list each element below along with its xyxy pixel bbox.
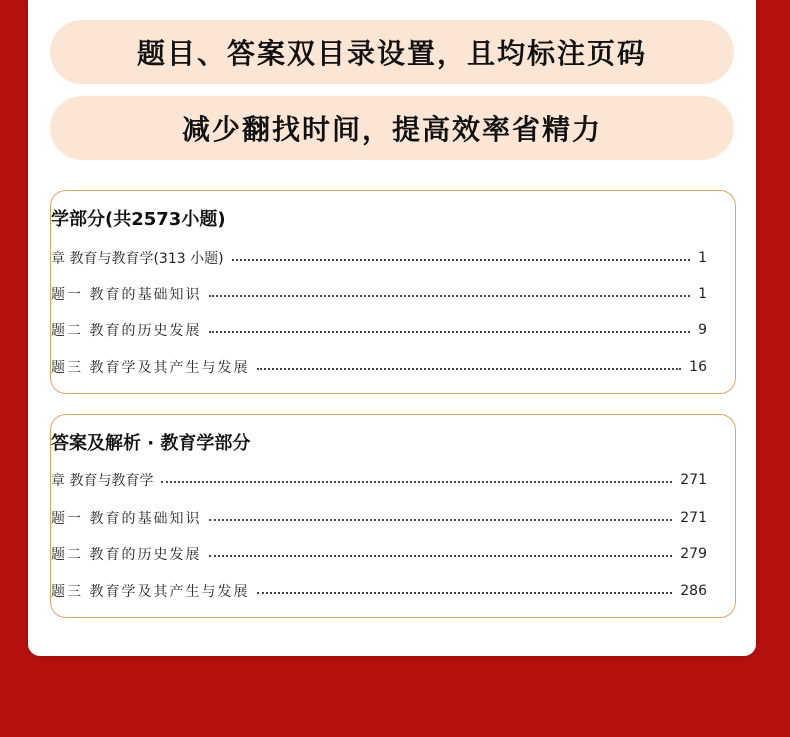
toc-row-label: 题二 教育的历史发展 bbox=[51, 323, 202, 339]
toc-answers-panel bbox=[50, 414, 736, 618]
feature-banner-2-text: 减少翻找时间，提高效率省精力 bbox=[181, 113, 602, 146]
leader-dots bbox=[209, 555, 672, 557]
leader-dots bbox=[209, 295, 690, 297]
toc-row-page: 271 bbox=[680, 472, 707, 488]
toc-row bbox=[51, 543, 707, 565]
toc-row bbox=[51, 319, 707, 341]
toc-row-label: 题三 教育学及其产生与发展 bbox=[51, 360, 250, 376]
content-card bbox=[28, 0, 756, 656]
toc-row-label: 章 教育与教育学(313 小题) bbox=[51, 251, 224, 267]
toc-row-label: 题一 教育的基础知识 bbox=[51, 511, 202, 527]
toc-row-page: 271 bbox=[680, 510, 707, 526]
toc-questions-title: 学部分(共2573小题) bbox=[51, 209, 226, 230]
toc-row bbox=[51, 283, 707, 305]
toc-row-page: 1 bbox=[698, 250, 707, 266]
leader-dots bbox=[161, 481, 672, 483]
toc-row bbox=[51, 356, 707, 378]
toc-answers-title: 答案及解析 · 教育学部分 bbox=[51, 433, 251, 454]
toc-row-label: 章 教育与教育学 bbox=[51, 473, 154, 489]
toc-row-page: 16 bbox=[689, 359, 707, 375]
toc-questions-panel bbox=[50, 190, 736, 394]
toc-row-label: 题二 教育的历史发展 bbox=[51, 547, 202, 563]
toc-row bbox=[51, 507, 707, 529]
toc-row-label: 题一 教育的基础知识 bbox=[51, 287, 202, 303]
toc-row-label: 题三 教育学及其产生与发展 bbox=[51, 584, 250, 600]
leader-dots bbox=[257, 368, 681, 370]
toc-row-page: 1 bbox=[698, 286, 707, 302]
toc-row bbox=[51, 580, 707, 602]
toc-row-page: 9 bbox=[698, 322, 707, 338]
leader-dots bbox=[209, 519, 672, 521]
toc-row bbox=[51, 469, 707, 491]
feature-banner-2 bbox=[50, 96, 734, 160]
toc-row-page: 286 bbox=[680, 583, 707, 599]
toc-row bbox=[51, 247, 707, 269]
leader-dots bbox=[232, 259, 691, 261]
leader-dots bbox=[257, 592, 672, 594]
feature-banner-1 bbox=[50, 20, 734, 84]
feature-banner-1-text: 题目、答案双目录设置，且均标注页码 bbox=[136, 37, 647, 70]
leader-dots bbox=[209, 331, 690, 333]
toc-row-page: 279 bbox=[680, 546, 707, 562]
